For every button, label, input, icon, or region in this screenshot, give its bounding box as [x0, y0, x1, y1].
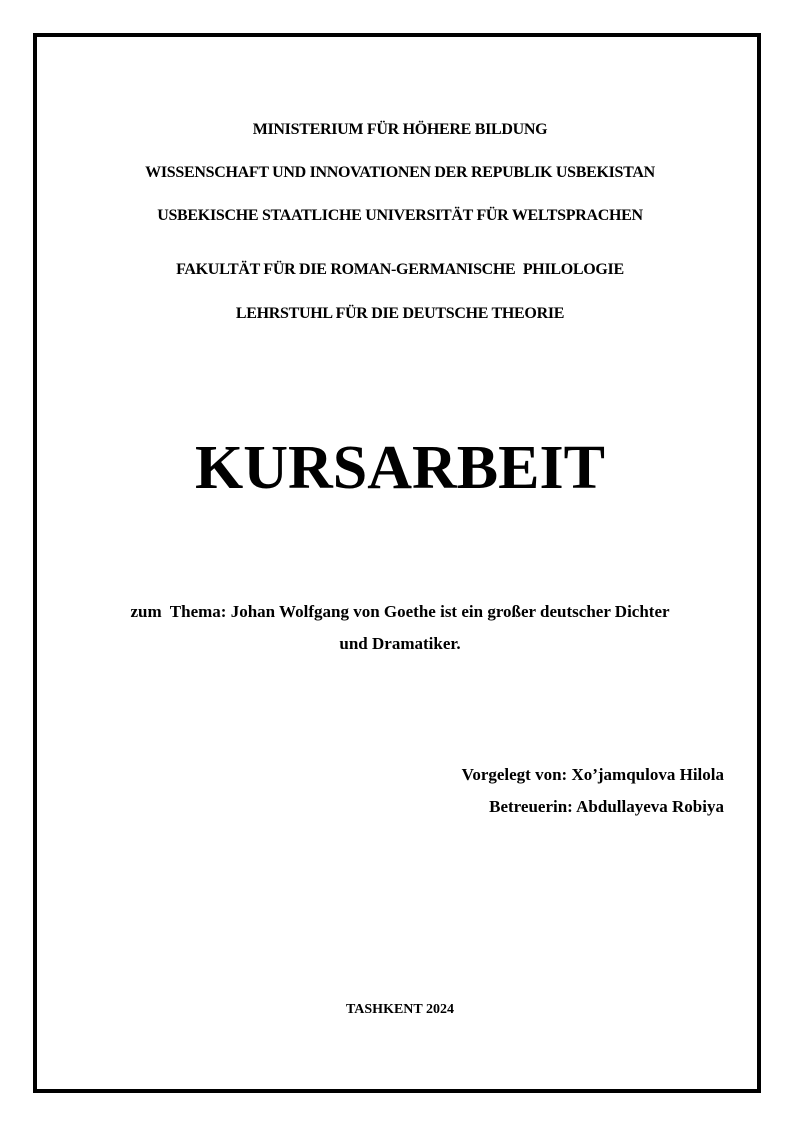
topic-line-2: und Dramatiker. [339, 634, 461, 653]
science-heading: WISSENSCHAFT UND INNOVATIONEN DER REPUBLIK USBEKISTAN [145, 164, 655, 181]
faculty-heading: FAKULTÄT FÜR DIE ROMAN-GERMANISCHE PHILOLOGIE [176, 261, 624, 278]
document-title: KURSARBEIT [195, 434, 605, 502]
topic-line-1: zum Thema: Johan Wolfgang von Goethe ist ein großer deutscher Dichter [130, 602, 670, 621]
chair-heading: LEHRSTUHL FÜR DIE DEUTSCHE THEORIE [235, 305, 565, 322]
university-heading: USBEKISCHE STAATLICHE UNIVERSITÄT FÜR WELTSPRACHEN [157, 207, 643, 224]
submitted-by: Vorgelegt von: Xo’jamqulova Hilola [461, 765, 724, 784]
supervisor: Betreuerin: Abdullayeva Robiya [489, 797, 724, 816]
ministry-heading: MINISTERIUM FÜR HÖHERE BILDUNG [252, 121, 548, 138]
page-border [33, 33, 761, 1093]
city-year: TASHKENT 2024 [345, 1002, 454, 1017]
